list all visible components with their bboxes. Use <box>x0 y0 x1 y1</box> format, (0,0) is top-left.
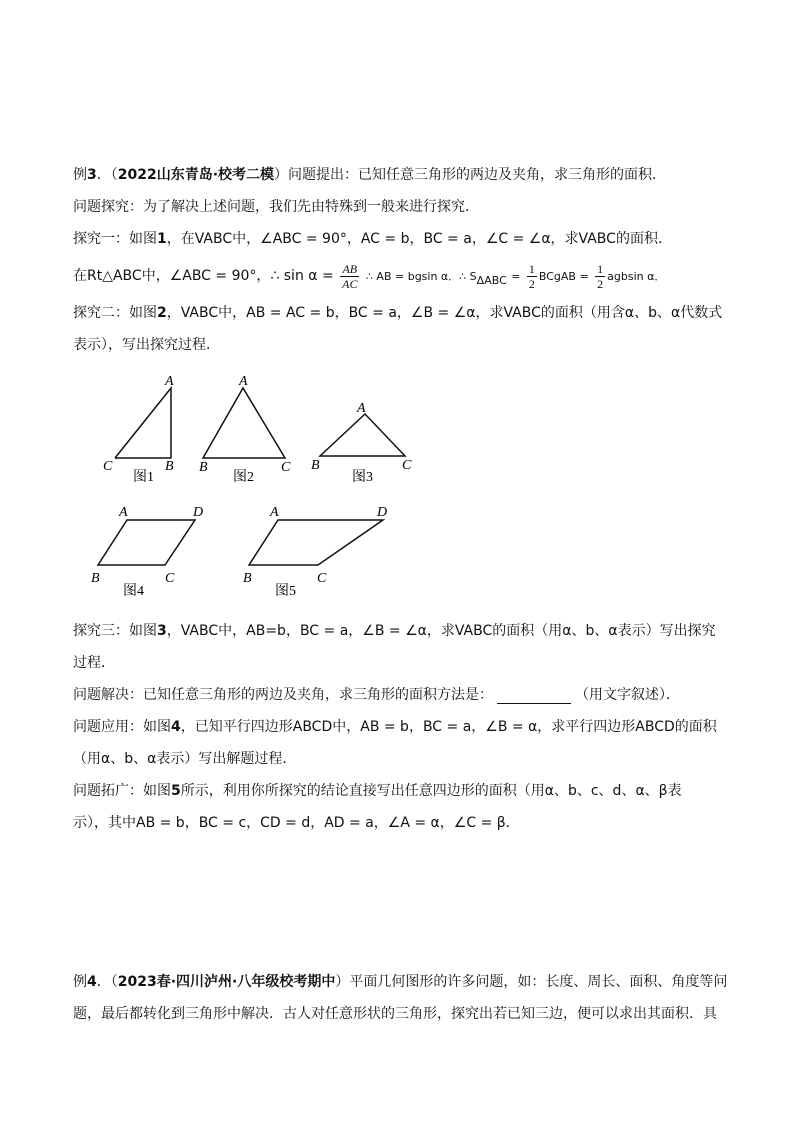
vertex-b: B <box>311 458 320 473</box>
solution-part2: ∴ AB = bgsin α．∴ S <box>365 270 477 283</box>
parallelogram <box>98 520 195 565</box>
half-num: 1 <box>528 261 535 276</box>
vertex-a: A <box>119 505 128 520</box>
figure-caption: 图4 <box>123 584 144 599</box>
figure-4 <box>91 505 203 599</box>
vertex-c: C <box>317 571 327 586</box>
figure-1 <box>103 374 174 485</box>
figure-ref: 5 <box>171 783 181 799</box>
vertex-c: C <box>165 571 175 586</box>
sin-fraction <box>340 262 359 291</box>
source-open: ．（ <box>96 167 118 183</box>
half-num: 1 <box>597 261 604 276</box>
vertex-a: A <box>165 374 174 389</box>
vertex-b: B <box>243 571 252 586</box>
figures-row-2 <box>85 498 405 602</box>
figure-ref: 2 <box>157 305 167 321</box>
problem-application <box>73 718 717 736</box>
vertex-d: D <box>193 505 204 520</box>
problem-application-label: 问题应用：如图 <box>73 719 171 735</box>
vertex-d: D <box>377 505 388 520</box>
exploration-three-cont: 过程． <box>73 655 115 671</box>
exploration-two <box>73 304 722 322</box>
example-number: 3 <box>87 167 97 183</box>
exploration-one-label: 探究一：如图 <box>73 231 157 247</box>
triangle-1 <box>115 388 171 458</box>
problem-solution-text: 问题解决：已知任意三角形的两边及夹角，求三角形的面积方法是： <box>73 687 493 703</box>
problem-solution <box>73 686 680 704</box>
example4-line2: 题，最后都转化到三角形中解决．古人对任意形状的三角形，探究出若已知三边，便可以求出其面积．具 <box>73 1006 717 1022</box>
vertex-b: B <box>91 571 100 586</box>
problem-statement: ）问题提出：已知任意三角形的两边及夹角，求三角形的面积． <box>274 167 667 183</box>
figure-caption: 图2 <box>233 470 254 485</box>
exploration-three-text: ，VABC中，AB=b，BC = a，∠B = ∠α，求VABC的面积（用α、b、α表示）写出探究 <box>166 623 716 639</box>
half-fraction-2 <box>595 262 605 291</box>
vertex-c: C <box>103 459 113 474</box>
figure-3 <box>311 401 412 485</box>
figure-5 <box>243 505 387 599</box>
figure-ref: 3 <box>157 623 167 639</box>
exploration-two-cont: 表示），写出探究过程． <box>73 337 220 353</box>
exploration-intro: 问题探究：为了解决上述问题，我们先由特殊到一般来进行探究． <box>73 199 479 215</box>
answer-blank[interactable] <box>497 689 571 704</box>
figure-ref: 4 <box>171 719 181 735</box>
triangle-2 <box>203 388 285 458</box>
problem-extension-text: 所示，利用你所探究的结论直接写出任意四边形的面积（用α、b、c、d、α、β表 <box>180 783 682 799</box>
equals-sign: = <box>511 270 521 283</box>
problem-extension-label: 问题拓广：如图 <box>73 783 171 799</box>
vertex-b: B <box>165 459 174 474</box>
half-den: 2 <box>597 276 604 291</box>
exploration-one-solution <box>73 260 665 297</box>
quadrilateral <box>249 520 383 565</box>
fraction-denominator: AC <box>342 276 358 291</box>
exploration-two-text: ，VABC中，AB = AC = b，BC = a，∠B = ∠α，求VABC的面积（用含α、b、α代数式 <box>166 305 723 321</box>
problem-statement: ）平面几何图形的许多问题，如：长度、周长、面积、角度等问 <box>335 974 728 990</box>
figure-caption: 图1 <box>133 470 154 485</box>
area-subscript: ΔABC <box>476 273 507 287</box>
source-open: ．（ <box>96 974 118 990</box>
figures-row-1 <box>95 368 425 488</box>
vertex-b: B <box>199 460 208 475</box>
problem-extension-cont: 示），其中AB = b，BC = c，CD = d，AD = a，∠A = α，∠C = β． <box>73 815 520 831</box>
example-label: 例 <box>73 974 87 990</box>
exploration-three <box>73 622 716 640</box>
solution-part1: 在Rt△ABC中，∠ABC = 90°，∴ sin α = <box>73 268 334 284</box>
example-number: 4 <box>87 974 97 990</box>
fraction-numerator: AB <box>340 262 359 277</box>
half-den: 2 <box>528 276 535 291</box>
vertex-c: C <box>281 460 291 475</box>
problem-solution-hint: （用文字叙述）． <box>575 687 680 703</box>
example-label: 例 <box>73 167 87 183</box>
vertex-c: C <box>402 458 412 473</box>
exploration-two-label: 探究二：如图 <box>73 305 157 321</box>
example-source: 2022山东青岛·校考二模 <box>117 167 275 183</box>
exploration-one-text: ，在VABC中，∠ABC = 90°，AC = b，BC = a，∠C = ∠α，求VABC的面积． <box>166 231 672 247</box>
figure-2 <box>199 374 291 485</box>
problem-extension <box>73 782 682 800</box>
figure-caption: 图3 <box>352 470 373 485</box>
half-fraction-1 <box>527 262 537 291</box>
exploration-three-label: 探究三：如图 <box>73 623 157 639</box>
solution-part3: BCgAB = <box>538 270 589 283</box>
example-source: 2023春·四川泸州·八年级校考期中 <box>117 974 336 990</box>
triangle-3 <box>320 414 405 456</box>
vertex-a: A <box>270 505 279 520</box>
example3-title-line <box>73 166 666 184</box>
problem-application-cont: （用α、b、α表示）写出解题过程． <box>73 751 297 767</box>
solution-part4: agbsin α． <box>607 270 666 283</box>
figure-ref: 1 <box>157 231 167 247</box>
example4-title-line <box>73 973 727 991</box>
vertex-a: A <box>357 401 366 416</box>
figure-caption: 图5 <box>275 584 296 599</box>
vertex-a: A <box>239 374 248 389</box>
problem-application-text: ，已知平行四边形ABCD中，AB = b，BC = a，∠B = α，求平行四边形ABCD的面积 <box>180 719 717 735</box>
exploration-one <box>73 230 672 248</box>
